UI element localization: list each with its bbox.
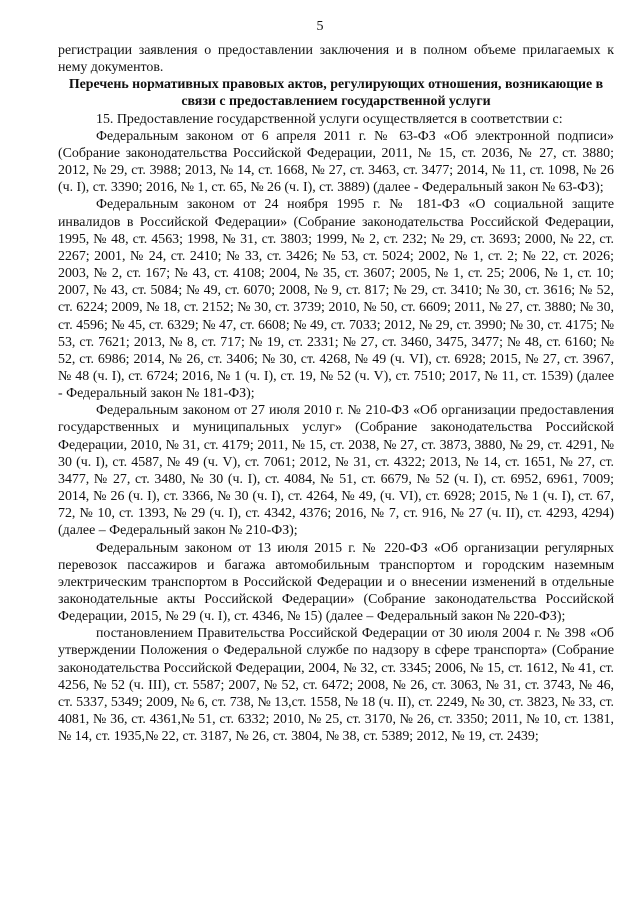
government-decree-398-paragraph: постановлением Правительства Российской Федерации от 30 июля 2004 г. № 398 «Об утверждении Положения о Федеральной службе по надзору в сфере транспорта» (Собрание законодательства Российской Федерации, 2004, № 32, ст. 3345; 2006, № 15, ст. 1612, № 41, ст. 4256, № 52 (ч. III), ст. 5587; 2007, № 52, ст. 6472; 2008, № 26, ст. 3063, № 31, ст. 3743, № 46, ст. 5337, 5349; 2009, № 6, ст. 738, № 13,ст. 1558, № 18 (ч. II), ст. 2249, № 30, ст. 3823, № 33, ст. 4081, № 36, ст. 4361,№ 51, ст. 6332; 2010, № 25, ст. 3170, № 26, ст. 3350; 2011, № 10, ст. 1381, № 14, ст. 1935,№ 22, ст. 3187, № 26, ст. 3804, № 38, ст. 5389; 2012, № 19, ст. 2439; bbox=[58, 626, 614, 745]
paragraph-15: 15. Предоставление государственной услуги осуществляется в соответствии с: bbox=[96, 111, 563, 127]
document-body bbox=[58, 42, 614, 745]
page-number: 5 bbox=[316, 19, 324, 34]
law-181-fz-paragraph: Федеральным законом от 24 ноября 1995 г. № 181-ФЗ «О социальной защите инвалидов в Российской Федерации» (Собрание законодательства Российской Федерации, 1995, № 48, ст. 4563; 1998, № 31, ст. 3803; 1999, № 2, ст. 232; № 29, ст. 3693; 2000, № 22, ст. 2267; 2001, № 24, ст. 2410; № 33, ст. 3426; № 53, ст. 5024; 2002, № 1, ст. 2; № 22, ст. 2026; 2003, № 2, ст. 167; № 43, ст. 4108; 2004, № 35, ст. 3607; 2005, № 1, ст. 25; 2006, № 1, ст. 10; 2007, № 43, ст. 5084; № 49, ст. 6070; 2008, № 9, ст. 817; № 29, ст. 3410; № 30, ст. 3616; № 52, ст. 6224; 2009, № 18, ст. 2152; № 30, ст. 3739; 2010, № 50, ст. 6609; 2011, № 27, ст. 3880; № 30, ст. 4596; № 45, ст. 6329; № 47, ст. 6608; № 49, ст. 7033; 2012, № 29, ст. 3990; № 30, ст. 4175; № 53, ст. 7621; 2013, № 8, ст. 717; № 19, ст. 2331; № 27, ст. 3460, 3475, 3477; № 48, ст. 6160; № 52, ст. 6986; 2014, № 26, ст. 3406; № 30, ст. 4268, № 49 (ч. VI), ст. 6928; 2015, № 27, ст. 3967, № 48 (ч. I), ст. 6724; 2016, № 1 (ч. I), ст. 19, № 52 (ч. V), ст. 7510; 2017, № 11, ст. 1539) (далее - Федеральный закон № 181-ФЗ); bbox=[58, 197, 614, 402]
law-210-fz-paragraph: Федеральным законом от 27 июля 2010 г. № 210-ФЗ «Об организации предоставления государственных и муниципальных услуг» (Собрание законодательства Российской Федерации, 2010, № 31, ст. 4179; 2011, № 15, ст. 2038, № 27, ст. 3873, 3880, № 29, ст. 4291, № 30 (ч. I), ст. 4587, № 49 (ч. V), ст. 7061; 2012, № 31, ст. 4322; 2013, № 14, ст. 1651, № 27, ст. 3477, № 27, ст. 3480, № 30 (ч. I), ст. 4084, № 51, ст. 6679, № 52 (ч. I), ст. 6952, 6961, 7009; 2014, № 26 (ч. I), ст. 3366, № 30 (ч. I), ст. 4264, № 49, (ч. VI), ст. 6928; 2015, № 1 (ч. I), ст. 67, 72, № 10, ст. 1393, № 29 (ч. I), ст. 4342, 4376; 2016, № 7, ст. 916, № 27 (ч. II), ст. 4293, 4294) (далее – Федеральный закон № 210-ФЗ); bbox=[58, 403, 614, 539]
section-heading: Перечень нормативных правовых актов, регулирующих отношения, возникающие в связи с предоставлением государственной услуги bbox=[68, 77, 604, 110]
paragraph-continuation: регистрации заявления о предоставлении заключения и в полном объеме прилагаемых к нему документов. bbox=[58, 43, 614, 76]
law-63-fz-paragraph: Федеральным законом от 6 апреля 2011 г. № 63-ФЗ «Об электронной подписи» (Собрание законодательства Российской Федерации, 2011, № 15, ст. 2036, № 27, ст. 3880; 2012, № 29, ст. 3988; 2013, № 14, ст. 1668, № 27, ст. 3463, ст. 3477; 2014, № 11, ст. 1098, № 26 (ч. I), ст. 3390; 2016, № 1, ст. 65, № 26 (ч. I), ст. 3889) (далее - Федеральный закон № 63-ФЗ); bbox=[58, 128, 614, 196]
law-220-fz-paragraph: Федеральным законом от 13 июля 2015 г. № 220-ФЗ «Об организации регулярных перевозок пассажиров и багажа автомобильным транспортом и городским наземным электрическим транспортом в Российской Федерации и о внесении изменений в отдельные законодательные акты Российской Федерации» (Собрание законодательства Российской Федерации, 2015, № 29 (ч. I), ст. 4346, № 15) (далее – Федеральный закон № 220-ФЗ); bbox=[58, 540, 614, 625]
